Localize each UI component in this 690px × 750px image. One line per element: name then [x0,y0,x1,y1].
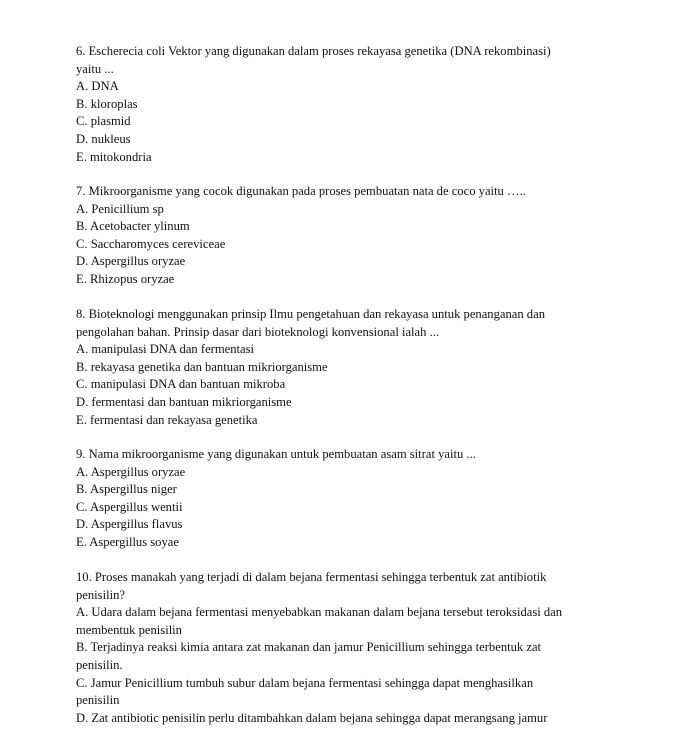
question-9-option-a: A. Aspergillus oryzae [76,464,186,479]
question-6-stem-line-1: 6. Escherecia coli Vektor yang digunakan dalam proses rekayasa genetika (DNA rekombinasi) [76,44,551,58]
question-10-option-c-line-1: C. Jamur Penicillium tumbuh subur dalam bejana fermentasi sehingga dapat menghasilkan [76,675,534,690]
question-10-option-a-line-1: A. Udara dalam bejana fermentasi menyebabkan makanan dalam bejana tersebut teroksidasi dan [76,605,563,620]
question-8 [76,306,636,429]
question-10-option-d-line-1: D. Zat antibiotic penisilin perlu ditambahkan dalam bejana sehingga dapat merangsang jamur [76,710,548,725]
question-8-option-e: E. fermentasi dan rekayasa genetika [76,412,258,427]
question-7-option-d: D. Aspergillus oryzae [76,254,186,269]
question-7-option-c: C. Saccharomyces cereviceae [76,236,226,251]
question-6-option-a: A. DNA [76,79,119,94]
question-8-option-a: A. manipulasi DNA dan fermentasi [76,342,255,357]
question-7-option-a: A. Penicillium sp [76,201,164,216]
question-6-option-d: D. nukleus [76,131,131,146]
question-10-stem-line-1: 10. Proses manakah yang terjadi di dalam bejana fermentasi sehingga terbentuk zat antibiotik [76,570,547,584]
question-6-option-c: C. plasmid [76,114,131,129]
question-7-option-b: B. Acetobacter ylinum [76,219,190,234]
question-10-option-b-line-2: penisilin. [76,657,123,672]
question-10-option-a-line-2: membentuk penisilin [76,622,182,637]
question-8-stem-line-1: 8. Bioteknologi menggunakan prinsip Ilmu pengetahuan dan rekayasa untuk penanganan dan [76,307,545,321]
question-6 [76,43,636,166]
question-10-option-c-line-2: penisilin [76,693,120,708]
question-9-option-d: D. Aspergillus flavus [76,517,183,532]
question-9 [76,446,636,552]
question-10-option-b-line-1: B. Terjadinya reaksi kimia antara zat makanan dan jamur Penicillium sehingga terbentuk zat [76,640,542,655]
question-7-option-e: E. Rhizopus oryzae [76,271,175,286]
question-7 [76,183,636,289]
question-10-stem-line-2: penisilin? [76,587,125,602]
question-8-option-d: D. fermentasi dan bantuan mikriorganisme [76,394,292,409]
question-9-stem-line-1: 9. Nama mikroorganisme yang digunakan untuk pembuatan asam sitrat yaitu ... [76,447,476,461]
question-6-stem-line-2: yaitu ... [76,61,114,76]
question-9-option-b: B. Aspergillus niger [76,482,177,497]
question-7-stem-line-1: 7. Mikroorganisme yang cocok digunakan pada proses pembuatan nata de coco yaitu ….. [76,184,526,198]
question-6-option-b: B. kloroplas [76,96,138,111]
question-9-option-e: E. Aspergillus soyae [76,534,179,549]
question-8-option-b: B. rekayasa genetika dan bantuan mikriorganisme [76,359,328,374]
question-9-option-c: C. Aspergillus wentii [76,499,183,514]
question-8-option-c: C. manipulasi DNA dan bantuan mikroba [76,377,286,392]
question-8-stem-line-2: pengolahan bahan. Prinsip dasar dari bioteknologi konvensional ialah ... [76,324,440,339]
question-10 [76,569,636,727]
question-6-option-e: E. mitokondria [76,149,152,164]
